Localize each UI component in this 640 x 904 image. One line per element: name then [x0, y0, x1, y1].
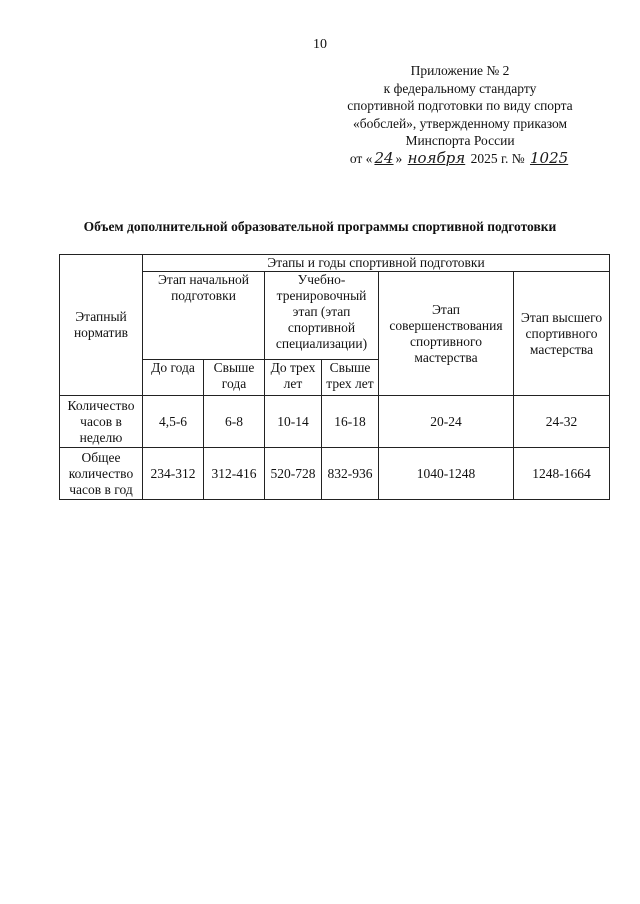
sub-initial-2-cell [204, 360, 265, 396]
stage-training-cell [265, 272, 379, 360]
sub-training-1-cell [265, 360, 322, 396]
stage-improvement-label: Этап совершенствования спортивного мастерства [389, 301, 503, 365]
stages-header-cell [143, 255, 610, 272]
row-label: Общее количество часов в год [68, 449, 134, 497]
appendix-line-2: к федеральному стандарту [383, 80, 537, 96]
table-cell: 6-8 [204, 396, 265, 448]
row-label-cell [60, 396, 143, 448]
date-prefix: от « [349, 150, 373, 166]
page-number: 10 [313, 37, 327, 52]
appendix-header [310, 62, 610, 167]
stage-training-label: Учебно-тренировочный этап (этап спортивной специализации) [275, 272, 368, 351]
table-cell: 1248-1664 [514, 448, 610, 500]
date-year: 2025 г. № [470, 150, 525, 166]
sub-initial-1-cell [143, 360, 204, 396]
table-cell: 24-32 [514, 396, 610, 448]
date-mid: » [395, 150, 403, 166]
table-cell: 10-14 [265, 396, 322, 448]
appendix-line-3: спортивной подготовки по виду спорта [347, 98, 573, 113]
stage-highest-label: Этап высшего спортивного мастерства [520, 309, 603, 357]
sub-training-2-cell [322, 360, 379, 396]
table-cell: 16-18 [322, 396, 379, 448]
table-row [60, 448, 610, 500]
order-number-handwritten: 1025 [529, 148, 569, 167]
appendix-line-5: Минспорта России [405, 133, 515, 148]
row-label-cell [60, 448, 143, 500]
appendix-line-1: Приложение № 2 [410, 63, 510, 78]
table-cell: 832-936 [322, 448, 379, 500]
table-cell: 234-312 [143, 448, 204, 500]
program-volume-table [59, 254, 610, 500]
stage-improvement-cell [379, 272, 514, 396]
sub-initial-1-label: До года [151, 360, 195, 375]
appendix-line-4: «бобслей», утвержденному приказом [352, 115, 567, 131]
table-cell: 4,5-6 [143, 396, 204, 448]
row-header-cell [60, 255, 143, 396]
sub-training-2-label: Свыше трех лет [326, 360, 374, 391]
row-label: Количество часов в неделю [67, 397, 135, 445]
table-row [60, 396, 610, 448]
table-cell: 520-728 [265, 448, 322, 500]
appendix-date-line [310, 150, 610, 168]
table-cell: 20-24 [379, 396, 514, 448]
row-header-label: Этапный норматив [73, 309, 129, 340]
stage-initial-cell [143, 272, 265, 360]
stage-highest-cell [514, 272, 610, 396]
table-cell: 312-416 [204, 448, 265, 500]
date-month-handwritten: ноября [407, 148, 466, 167]
table-cell: 1040-1248 [379, 448, 514, 500]
date-day-handwritten: 24 [374, 148, 394, 167]
sub-training-1-label: До трех лет [270, 360, 316, 391]
stages-header-label: Этапы и годы спортивной подготовки [267, 255, 485, 270]
sub-initial-2-label: Свыше года [213, 360, 255, 391]
stage-initial-label: Этап начальной подготовки [157, 272, 250, 303]
document-title: Объем дополнительной образовательной программы спортивной подготовки [83, 219, 557, 234]
